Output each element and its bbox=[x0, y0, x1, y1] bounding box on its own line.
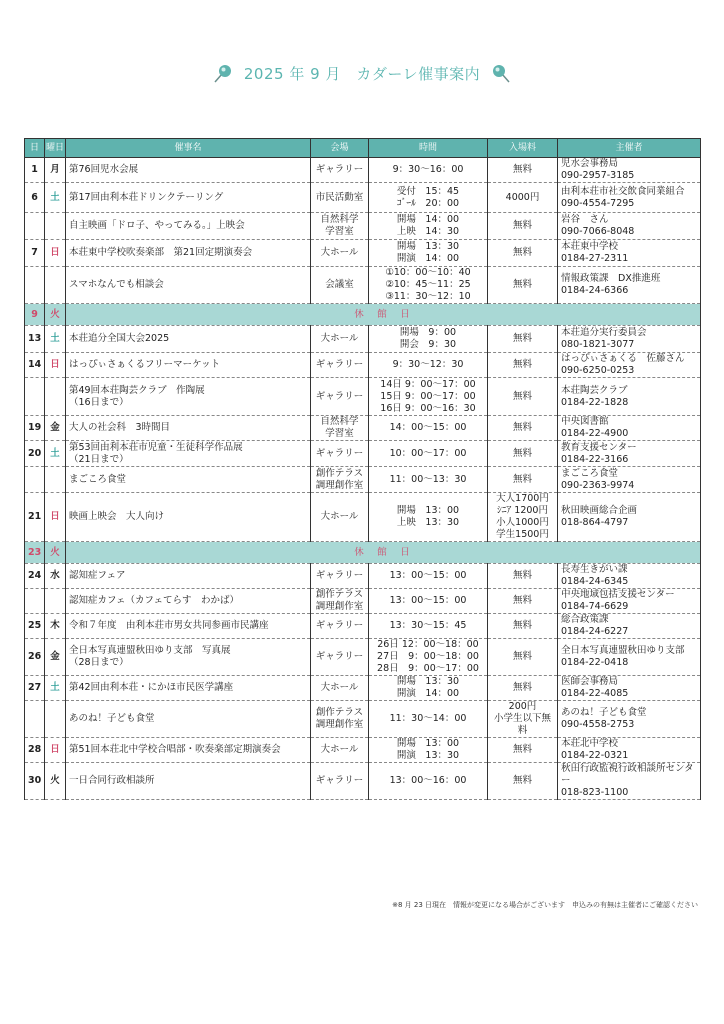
table-row bbox=[25, 240, 701, 267]
col-header-dow: 曜日 bbox=[45, 139, 66, 158]
table-row bbox=[25, 701, 701, 738]
cell-dow: 日 bbox=[45, 240, 66, 267]
cell-day bbox=[25, 378, 45, 416]
cell-dow: 日 bbox=[45, 738, 66, 763]
cell-event: 認知症フェア bbox=[66, 564, 311, 589]
cell-venue: ギャラリー bbox=[311, 378, 369, 416]
cell-time: 13：00～15：00 bbox=[369, 564, 488, 589]
cell-time: 14日 9：00～17：00 15日 9：00～17：00 16日 9：00～16：30 bbox=[369, 378, 488, 416]
cell-event: 本荘東中学校吹奏楽部 第21回定期演奏会 bbox=[66, 240, 311, 267]
cell-fee: 無料 bbox=[488, 564, 558, 589]
cell-day: 28 bbox=[25, 738, 45, 763]
cell-time: 9：30～12：30 bbox=[369, 353, 488, 378]
cell-day: 7 bbox=[25, 240, 45, 267]
cell-dow: 火 bbox=[45, 542, 66, 564]
cell-venue: ギャラリー bbox=[311, 763, 369, 800]
cell-venue: 大ホール bbox=[311, 326, 369, 353]
table-row bbox=[25, 441, 701, 467]
cell-organizer: 総合政策課 0184-24-6227 bbox=[558, 614, 701, 639]
cell-day bbox=[25, 467, 45, 493]
cell-organizer: 岩谷 さん 090-7066-8048 bbox=[558, 213, 701, 240]
cell-venue: 自然科学 学習室 bbox=[311, 213, 369, 240]
cell-organizer: 本荘北中学校 0184-22-0321 bbox=[558, 738, 701, 763]
cell-fee: 無料 bbox=[488, 158, 558, 183]
cell-venue: ギャラリー bbox=[311, 639, 369, 676]
closed-label: 休 館 日 bbox=[66, 542, 701, 564]
cell-day: 1 bbox=[25, 158, 45, 183]
cell-time: 11：30～14：00 bbox=[369, 701, 488, 738]
cell-venue: ギャラリー bbox=[311, 441, 369, 467]
cell-time: 開場 9：00 開会 9：30 bbox=[369, 326, 488, 353]
cell-dow bbox=[45, 267, 66, 304]
cell-day: 21 bbox=[25, 493, 45, 542]
cell-venue: 自然科学 学習室 bbox=[311, 416, 369, 441]
cell-organizer: 中央地域包括支援センター 0184-74-6629 bbox=[558, 589, 701, 614]
page-title: 2025 年 9 月 カダーレ催事案内 bbox=[243, 64, 481, 83]
cell-fee: 無料 bbox=[488, 326, 558, 353]
cell-event: 第42回由利本荘・にかほ市民医学講座 bbox=[66, 676, 311, 701]
cell-dow: 土 bbox=[45, 326, 66, 353]
cell-dow: 火 bbox=[45, 763, 66, 800]
event-schedule-table bbox=[24, 138, 701, 800]
cell-event: 一日合同行政相談所 bbox=[66, 763, 311, 800]
cell-event: 第51回本荘北中学校合唱部・吹奏楽部定期演奏会 bbox=[66, 738, 311, 763]
cell-dow: 日 bbox=[45, 493, 66, 542]
col-header-time: 時間 bbox=[369, 139, 488, 158]
cell-organizer: 医師会事務局 0184-22-4085 bbox=[558, 676, 701, 701]
col-header-venue: 会場 bbox=[311, 139, 369, 158]
cell-organizer: 由利本荘市社交飲食同業組合 090-4554-7295 bbox=[558, 183, 701, 213]
table-row bbox=[25, 676, 701, 701]
cell-day: 6 bbox=[25, 183, 45, 213]
cell-venue: ギャラリー bbox=[311, 614, 369, 639]
table-row bbox=[25, 589, 701, 614]
table-row bbox=[25, 614, 701, 639]
cell-dow bbox=[45, 701, 66, 738]
cell-fee: 無料 bbox=[488, 614, 558, 639]
cell-organizer: 中央図書館 0184-22-4900 bbox=[558, 416, 701, 441]
cell-organizer: 秋田映画総合企画 018-864-4797 bbox=[558, 493, 701, 542]
cell-organizer: 教育支援センター 0184-22-3166 bbox=[558, 441, 701, 467]
cell-day: 30 bbox=[25, 763, 45, 800]
cell-day: 19 bbox=[25, 416, 45, 441]
cell-organizer: まごころ食堂 090-2363-9974 bbox=[558, 467, 701, 493]
cell-event: 本荘追分全国大会2025 bbox=[66, 326, 311, 353]
cell-fee: 無料 bbox=[488, 676, 558, 701]
cell-time: 26日 12：00～18：00 27日 9：00～18：00 28日 9：00～17：00 bbox=[369, 639, 488, 676]
cell-day bbox=[25, 267, 45, 304]
page-header bbox=[0, 58, 724, 88]
cell-dow: 土 bbox=[45, 441, 66, 467]
cell-organizer: あのね！子ども食堂 090-4558-2753 bbox=[558, 701, 701, 738]
cell-organizer: 本荘陶芸クラブ 0184-22-1828 bbox=[558, 378, 701, 416]
pushpin-icon bbox=[490, 62, 512, 84]
closed-day-row bbox=[25, 542, 701, 564]
cell-time: 開場 13：00 上映 13：30 bbox=[369, 493, 488, 542]
cell-event: はっぴぃさぁくるフリーマーケット bbox=[66, 353, 311, 378]
cell-dow: 金 bbox=[45, 416, 66, 441]
cell-time: 9：30～16：00 bbox=[369, 158, 488, 183]
pushpin-icon bbox=[212, 62, 234, 84]
cell-venue: 大ホール bbox=[311, 738, 369, 763]
table-row bbox=[25, 378, 701, 416]
cell-fee: 4000円 bbox=[488, 183, 558, 213]
cell-fee: 無料 bbox=[488, 441, 558, 467]
cell-organizer: 長寿生きがい課 0184-24-6345 bbox=[558, 564, 701, 589]
cell-event: 第17回由利本荘ドリンクテーリング bbox=[66, 183, 311, 213]
cell-fee: 無料 bbox=[488, 467, 558, 493]
cell-venue: 創作テラス 調理創作室 bbox=[311, 701, 369, 738]
cell-day bbox=[25, 213, 45, 240]
cell-time: 10：00～17：00 bbox=[369, 441, 488, 467]
cell-time: 11：00～13：30 bbox=[369, 467, 488, 493]
cell-dow bbox=[45, 467, 66, 493]
table-row bbox=[25, 158, 701, 183]
cell-fee: 無料 bbox=[488, 378, 558, 416]
cell-time: 13：30～15：45 bbox=[369, 614, 488, 639]
cell-day: 23 bbox=[25, 542, 45, 564]
cell-day bbox=[25, 589, 45, 614]
cell-venue: 創作テラス 調理創作室 bbox=[311, 589, 369, 614]
cell-event: 全日本写真連盟秋田ゆり支部 写真展 （28日まで） bbox=[66, 639, 311, 676]
cell-venue: 大ホール bbox=[311, 493, 369, 542]
cell-time: 13：00～16：00 bbox=[369, 763, 488, 800]
cell-time: 開場 13：30 開演 14：00 bbox=[369, 676, 488, 701]
col-header-day: 日 bbox=[25, 139, 45, 158]
cell-event: 自主映画「ドロ子、やってみる。」上映会 bbox=[66, 213, 311, 240]
cell-day: 27 bbox=[25, 676, 45, 701]
cell-dow: 土 bbox=[45, 676, 66, 701]
table-body bbox=[25, 158, 701, 800]
table-row bbox=[25, 738, 701, 763]
cell-day: 20 bbox=[25, 441, 45, 467]
cell-dow bbox=[45, 213, 66, 240]
cell-fee: 大人1700円 ｼﾆｱ 1200円 小人1000円 学生1500円 bbox=[488, 493, 558, 542]
cell-time: 受付 15：45 ｺﾞｰﾙ 20：00 bbox=[369, 183, 488, 213]
cell-day bbox=[25, 701, 45, 738]
cell-event: 認知症カフェ（カフェてらす わかば） bbox=[66, 589, 311, 614]
cell-event: あのね！子ども食堂 bbox=[66, 701, 311, 738]
cell-fee: 200円 小学生以下無料 bbox=[488, 701, 558, 738]
cell-time: 14：00～15：00 bbox=[369, 416, 488, 441]
cell-event: スマホなんでも相談会 bbox=[66, 267, 311, 304]
cell-organizer: 全日本写真連盟秋田ゆり支部 0184-22-0418 bbox=[558, 639, 701, 676]
cell-organizer: 本荘東中学校 0184-27-2311 bbox=[558, 240, 701, 267]
table-row bbox=[25, 564, 701, 589]
cell-organizer: 本荘追分実行委員会 080-1821-3077 bbox=[558, 326, 701, 353]
cell-day: 14 bbox=[25, 353, 45, 378]
col-header-event: 催事名 bbox=[66, 139, 311, 158]
cell-venue: 大ホール bbox=[311, 240, 369, 267]
cell-fee: 無料 bbox=[488, 763, 558, 800]
cell-dow: 金 bbox=[45, 639, 66, 676]
cell-time: 開場 13：00 開演 13：30 bbox=[369, 738, 488, 763]
cell-event: 第76回児水会展 bbox=[66, 158, 311, 183]
cell-event: 第53回由利本荘市児童・生徒科学作品展 （21日まで） bbox=[66, 441, 311, 467]
footnote: ※8 月 23 日現在 情報が変更になる場合がございます 申込みの有無は主催者にご確認ください bbox=[392, 901, 698, 909]
cell-organizer: 児水会事務局 090-2957-3185 bbox=[558, 158, 701, 183]
cell-fee: 無料 bbox=[488, 589, 558, 614]
table-row bbox=[25, 493, 701, 542]
cell-fee: 無料 bbox=[488, 738, 558, 763]
cell-time: 開場 14：00 上映 14：30 bbox=[369, 213, 488, 240]
cell-fee: 無料 bbox=[488, 416, 558, 441]
cell-dow: 火 bbox=[45, 304, 66, 326]
cell-day: 24 bbox=[25, 564, 45, 589]
cell-day: 13 bbox=[25, 326, 45, 353]
cell-venue: 会議室 bbox=[311, 267, 369, 304]
closed-day-row bbox=[25, 304, 701, 326]
table-row bbox=[25, 353, 701, 378]
cell-venue: ギャラリー bbox=[311, 564, 369, 589]
cell-dow: 土 bbox=[45, 183, 66, 213]
cell-dow bbox=[45, 589, 66, 614]
table-row bbox=[25, 326, 701, 353]
cell-organizer: 情報政策課 DX推進班 0184-24-6366 bbox=[558, 267, 701, 304]
cell-venue: 創作テラス 調理創作室 bbox=[311, 467, 369, 493]
cell-day: 25 bbox=[25, 614, 45, 639]
col-header-organizer: 主催者 bbox=[558, 139, 701, 158]
table-header-row bbox=[25, 139, 701, 158]
cell-fee: 無料 bbox=[488, 639, 558, 676]
cell-dow: 日 bbox=[45, 353, 66, 378]
cell-dow bbox=[45, 378, 66, 416]
cell-venue: ギャラリー bbox=[311, 158, 369, 183]
cell-venue: 市民活動室 bbox=[311, 183, 369, 213]
cell-day: 26 bbox=[25, 639, 45, 676]
cell-dow: 月 bbox=[45, 158, 66, 183]
cell-day: 9 bbox=[25, 304, 45, 326]
cell-venue: ギャラリー bbox=[311, 353, 369, 378]
cell-venue: 大ホール bbox=[311, 676, 369, 701]
table-row bbox=[25, 763, 701, 800]
table-row bbox=[25, 416, 701, 441]
table-row bbox=[25, 467, 701, 493]
table-row bbox=[25, 639, 701, 676]
table-row bbox=[25, 267, 701, 304]
cell-fee: 無料 bbox=[488, 353, 558, 378]
cell-time: 13：00～15：00 bbox=[369, 589, 488, 614]
table-row bbox=[25, 213, 701, 240]
cell-fee: 無料 bbox=[488, 240, 558, 267]
cell-fee: 無料 bbox=[488, 213, 558, 240]
closed-label: 休 館 日 bbox=[66, 304, 701, 326]
cell-event: 大人の社会科 3時間目 bbox=[66, 416, 311, 441]
col-header-fee: 入場料 bbox=[488, 139, 558, 158]
cell-event: 令和７年度 由利本荘市男女共同参画市民講座 bbox=[66, 614, 311, 639]
cell-organizer: はっぴぃさぁくる 佐藤さん 090-6250-0253 bbox=[558, 353, 701, 378]
cell-fee: 無料 bbox=[488, 267, 558, 304]
table-row bbox=[25, 183, 701, 213]
cell-dow: 木 bbox=[45, 614, 66, 639]
cell-organizer: 秋田行政監視行政相談所センター 018-823-1100 bbox=[558, 763, 701, 800]
cell-event: まごころ食堂 bbox=[66, 467, 311, 493]
cell-time: 開場 13：30 開演 14：00 bbox=[369, 240, 488, 267]
cell-event: 第49回本荘陶芸クラブ 作陶展 （16日まで） bbox=[66, 378, 311, 416]
cell-dow: 水 bbox=[45, 564, 66, 589]
cell-event: 映画上映会 大人向け bbox=[66, 493, 311, 542]
cell-time: ①10：00～10：40 ②10：45～11：25 ③11：30～12：10 bbox=[369, 267, 488, 304]
